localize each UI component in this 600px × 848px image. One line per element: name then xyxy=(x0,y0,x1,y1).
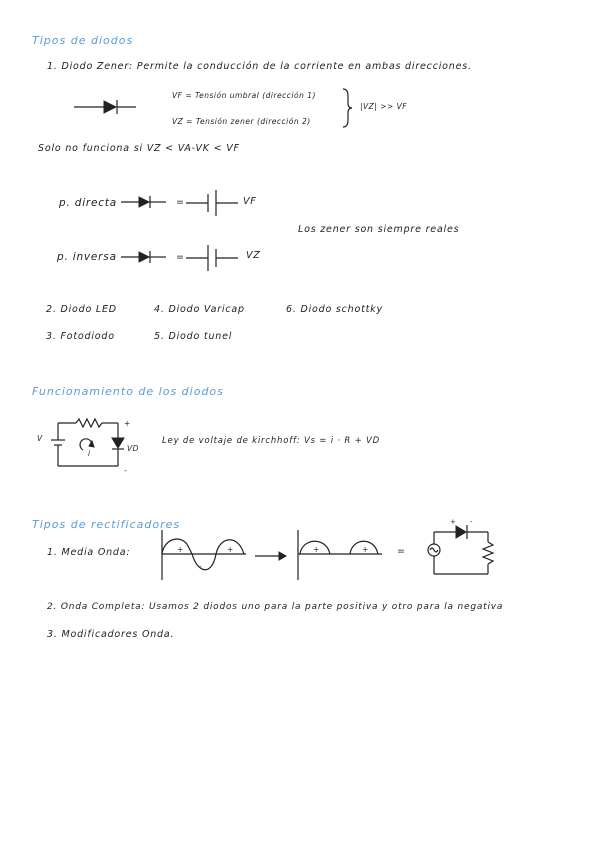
diode-symbol xyxy=(74,100,164,114)
wave-minus: - xyxy=(199,562,203,571)
vz-label: VZ xyxy=(246,250,261,261)
p-directa-label: p. directa xyxy=(59,197,118,209)
list-item-fotodiodo: 3. Fotodiodo xyxy=(46,331,115,342)
zener-description: 1. Diodo Zener: Permite la conducción de la corriente en ambas direcciones. xyxy=(47,61,472,72)
vf-label: VF xyxy=(243,196,257,207)
diode-directa-icon xyxy=(121,196,171,208)
arrow-right-icon xyxy=(255,551,287,561)
equals-rectifier: = xyxy=(397,546,406,557)
vz-vf-relation: |VZ| >> VF xyxy=(360,102,408,111)
wave-plus-1: + xyxy=(177,545,184,554)
plus-sign: + xyxy=(124,419,131,428)
p-inversa-label: p. inversa xyxy=(57,251,117,263)
section-title-tipos-diodos: Tipos de diodos xyxy=(32,34,134,47)
list-item-led: 2. Diodo LED xyxy=(46,304,117,315)
list-item-schottky: 6. Diodo schottky xyxy=(286,304,383,315)
curly-brace xyxy=(341,88,353,128)
modificadores-onda: 3. Modificadores Onda. xyxy=(47,629,175,640)
battery-directa-icon xyxy=(186,190,240,216)
onda-completa-description: 2. Onda Completa: Usamos 2 diodos uno para la parte positiva y otro para la negativa xyxy=(47,602,504,612)
list-item-tunel: 5. Diodo tunel xyxy=(154,331,233,342)
vf-definition: VF = Tensión umbral (dirección 1) xyxy=(172,91,316,100)
equals-directa: = xyxy=(176,197,185,208)
section-title-funcionamiento: Funcionamiento de los diodos xyxy=(32,385,224,398)
half-wave-plus-1: + xyxy=(313,545,320,554)
kirchhoff-law: Ley de voltaje de kirchhoff: Vs = i · R + VD xyxy=(162,436,380,446)
minus-sign: - xyxy=(124,466,128,475)
wave-plus-2: + xyxy=(227,545,234,554)
half-wave-plus-2: + xyxy=(362,545,369,554)
sine-wave-graph xyxy=(158,530,248,582)
diode-inversa-icon xyxy=(121,251,171,263)
vd-label: VD xyxy=(127,444,139,453)
rectifier-circuit-diagram xyxy=(424,518,504,580)
battery-inversa-icon xyxy=(186,245,240,271)
source-v-label: V xyxy=(37,434,43,443)
half-wave-graph xyxy=(294,530,384,582)
list-item-varicap: 4. Diodo Varicap xyxy=(154,304,245,315)
zener-note: Los zener son siempre reales xyxy=(298,224,460,235)
vz-definition: VZ = Tensión zener (dirección 2) xyxy=(172,117,311,126)
media-onda-label: 1. Media Onda: xyxy=(47,547,131,558)
equals-inversa: = xyxy=(176,252,185,263)
section-title-rectificadores: Tipos de rectificadores xyxy=(32,518,181,531)
svg-text:+: + xyxy=(450,518,456,526)
current-i-label: i xyxy=(88,449,91,458)
svg-text:-: - xyxy=(470,518,473,526)
solo-condition: Solo no funciona si VZ < VA-VK < VF xyxy=(38,143,240,154)
